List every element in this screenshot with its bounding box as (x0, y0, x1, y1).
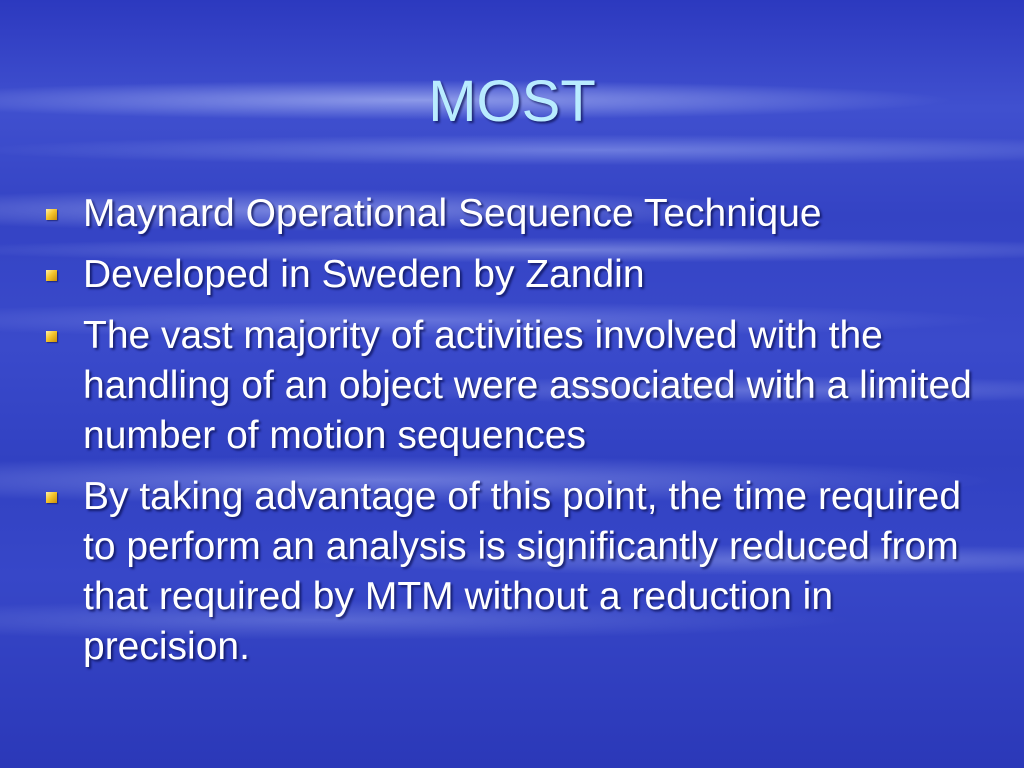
square-bullet-icon (46, 209, 57, 220)
bullet-text: By taking advantage of this point, the time required to perform an analysis is significantly reduced from that required by MTM without a reduction in precision. (83, 475, 962, 668)
slide-title: MOST (428, 69, 596, 134)
bullet-text: The vast majority of activities involved with the handling of an object were associated with a limited number of motion sequences (83, 314, 972, 457)
bullet-list (44, 189, 974, 683)
bullet-item (44, 189, 974, 239)
bullet-item (44, 472, 974, 672)
bullet-item (44, 250, 974, 300)
square-bullet-icon (46, 492, 57, 503)
bullet-item (44, 311, 974, 461)
bullet-text: Developed in Sweden by Zandin (83, 253, 645, 296)
bullet-text: Maynard Operational Sequence Technique (83, 192, 822, 235)
square-bullet-icon (46, 331, 57, 342)
square-bullet-icon (46, 270, 57, 281)
